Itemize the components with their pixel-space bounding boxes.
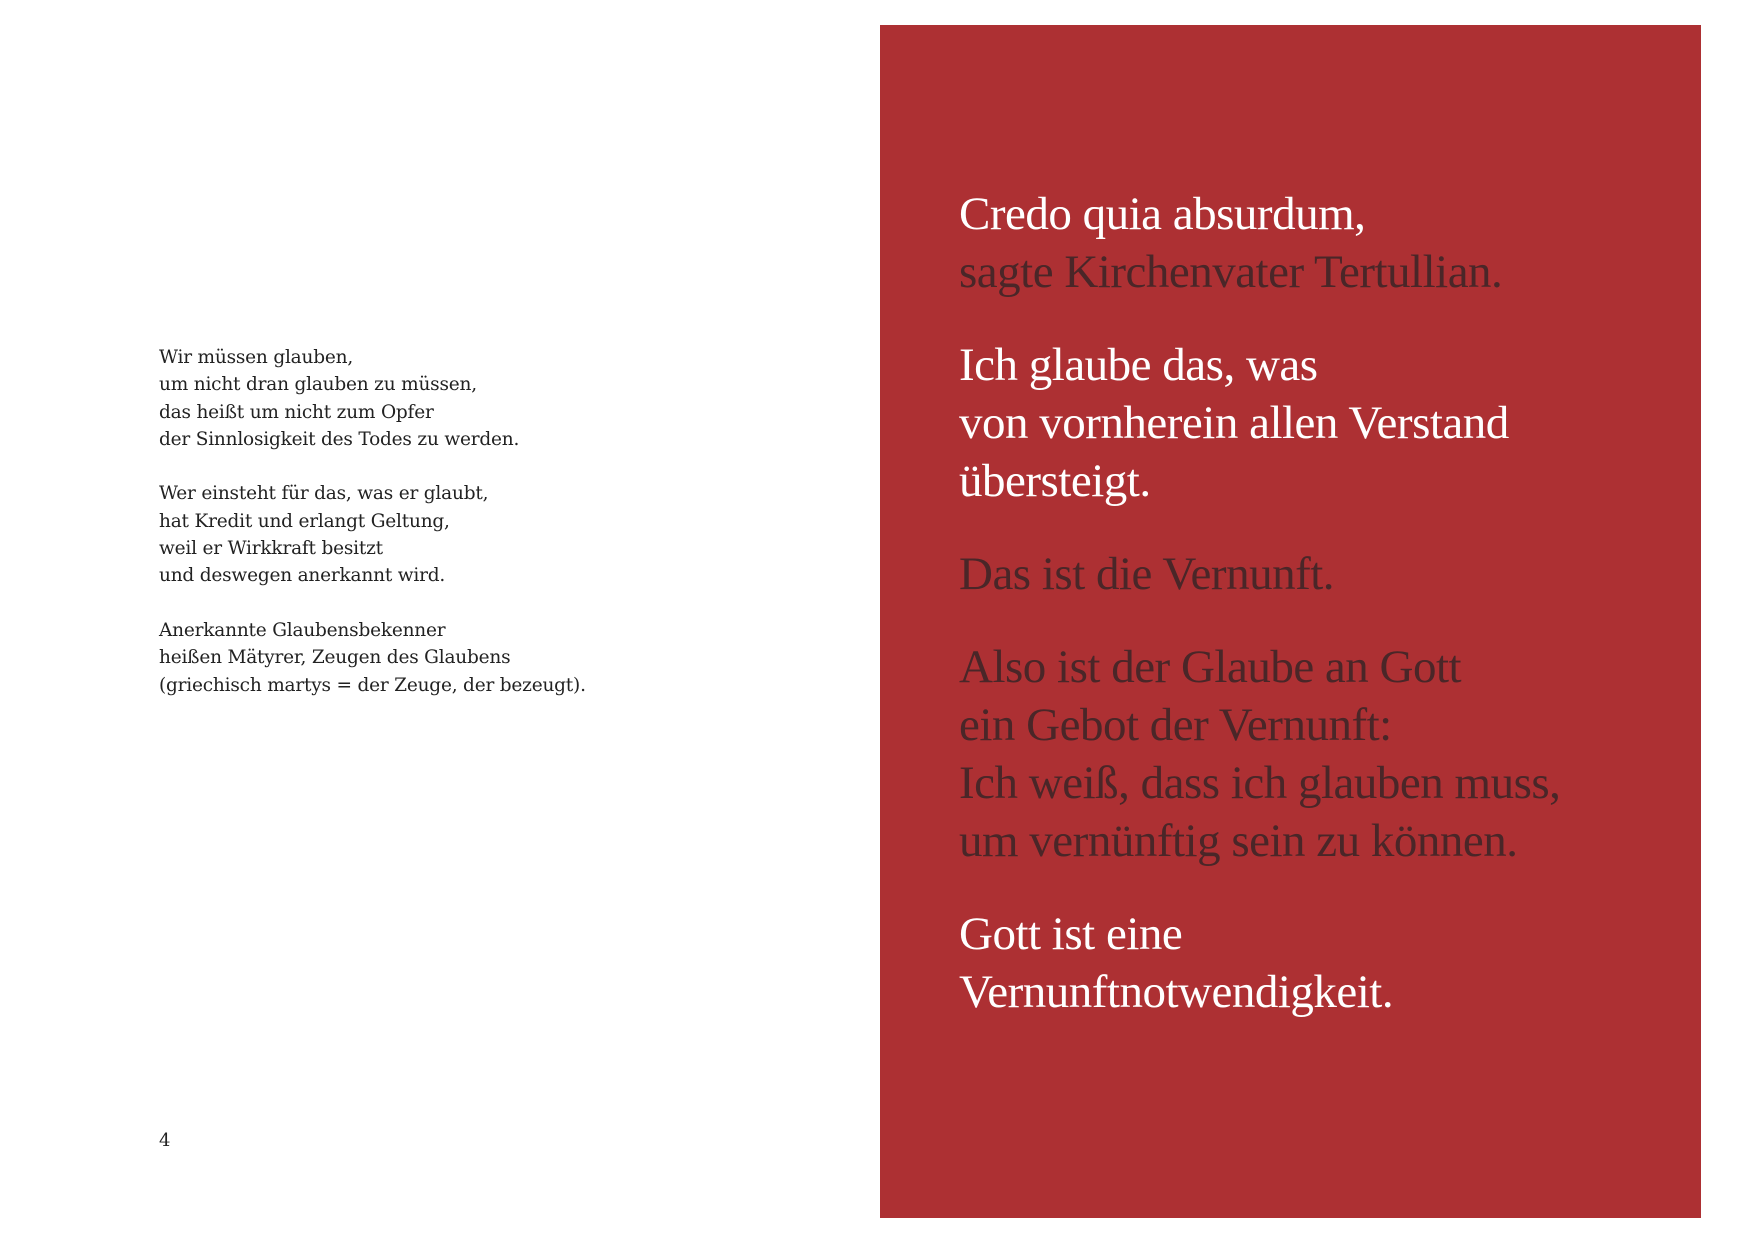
quote-line: um vernünftig sein zu können. <box>959 815 1518 867</box>
text-line: der Sinnlosigkeit des Todes zu werden. <box>159 428 520 450</box>
text-line: Wir müssen glauben, <box>159 347 354 368</box>
quote-line: sagte Kirchenvater Tertullian. <box>959 246 1503 298</box>
quote-line: von vornherein allen Verstand <box>959 397 1509 449</box>
quote-block <box>959 638 1679 870</box>
page-number: 4 <box>159 1130 171 1151</box>
quote-line: Ich weiß, dass ich glauben muss, <box>959 757 1561 809</box>
stanza <box>159 480 779 589</box>
stanza <box>159 344 779 453</box>
stanza <box>159 617 779 699</box>
quote-panel <box>880 25 1701 1218</box>
quote-line: Gott ist eine <box>959 908 1183 960</box>
quote-line: übersteigt. <box>959 455 1151 507</box>
text-line: das heißt um nicht zum Opfer <box>159 401 434 423</box>
text-line: und deswegen anerkannt wird. <box>159 565 446 587</box>
text-line: um nicht dran glauben zu müssen, <box>159 374 477 396</box>
quote-block <box>959 336 1679 510</box>
quote-line: Credo quia absurdum, <box>959 188 1366 240</box>
quote-text <box>959 185 1679 1056</box>
quote-block <box>959 545 1679 603</box>
text-line: weil er Wirkkraft besitzt <box>159 538 383 560</box>
text-line: hat Kredit und erlangt Geltung, <box>159 510 450 532</box>
quote-block <box>959 185 1679 301</box>
text-line: Anerkannte Glaubensbekenner <box>159 619 446 641</box>
quote-line: Also ist der Glaube an Gott <box>959 641 1462 693</box>
quote-line: Das ist die Vernunft. <box>959 548 1335 600</box>
text-line: Wer einsteht für das, was er glaubt, <box>159 483 489 505</box>
quote-line: Vernunftnotwendigkeit. <box>959 966 1394 1018</box>
text-line: (griechisch martys = der Zeuge, der bezeugt). <box>159 674 586 696</box>
text-line: heißen Mätyrer, Zeugen des Glaubens <box>159 647 511 669</box>
quote-line: ein Gebot der Vernunft: <box>959 699 1392 751</box>
quote-block <box>959 905 1679 1021</box>
left-page-text <box>159 344 779 726</box>
quote-line: Ich glaube das, was <box>959 339 1318 391</box>
